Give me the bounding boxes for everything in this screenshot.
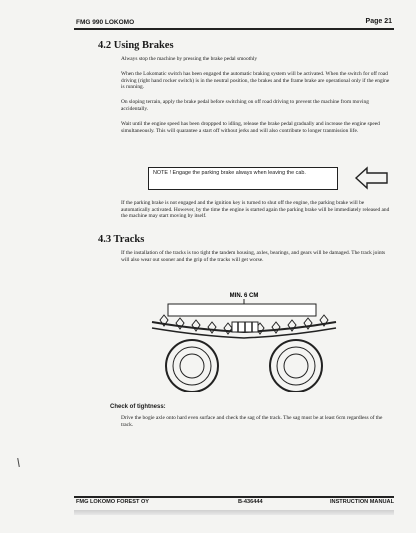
figure-label: MIN. 6 CM [229,293,259,299]
track-figure [140,282,340,392]
subheading-check: Check of tightness: [110,404,166,410]
footer-company: FMG LOKOMO FOREST OY [76,499,150,505]
header-rule [74,28,394,30]
scan-mark [17,458,20,467]
footer-doc-number: B-436444 [238,499,263,505]
paragraph-parking-brake: If the parking brake is not engaged and the ignition key is turned to shut off the engine, the parking brake will be automatically activated. However, by the time the engine is started again the parking brake will be immediately released and the machine may start moving by itself. [121,200,390,220]
section-title-brakes: 4.2 Using Brakes [98,40,174,51]
page-footer [76,499,394,509]
note-text: NOTE ! Engage the parking brake always when leaving the cab. [153,170,306,176]
paragraph-1: Always stop the machine by pressing the brake pedal smoothly [121,56,258,62]
paragraph-2: When the Lokomatic switch has been engaged the automatic braking system will be activated. When the switch for off road driving (right hand rocker switch) is in the neutral position, the brakes and the frame brake are operational only if the engine is running. [121,71,390,91]
section-title-tracks: 4.3 Tracks [98,234,145,245]
page-header [76,16,392,28]
paragraph-4: Wait until the engine speed has been droppped to idling, release the brake pedal gradually and increase the engine speed simultaneously. This will quarantee a start off without jerks and will also contribute to longer tranmission life. [121,121,380,134]
footer-shade [74,510,394,515]
footer-manual: INSTRUCTION MANUAL [329,499,394,505]
header-title: FMG 990 LOKOMO [76,19,135,26]
footer-rule [74,496,394,498]
note-box [148,167,338,190]
arrow-left-icon [354,166,390,190]
paragraph-check: Drive the bogie axle onto hard even surface and check the sag of the track. The sag must be at least 6cm regardless of the track. [121,415,383,428]
paragraph-3: On sloping terrain, apply the brake pedal before switching on off road driving to prevent the machine from moving accidentally. [121,99,369,112]
page-number: Page 21 [365,18,392,25]
paragraph-tracks: If the installation of the tracks is too tight the tandem housing, axles, bearings, and gears will be damaged. The track joints will also wear out sooner and the grip of the tracks will get worse. [121,250,386,263]
